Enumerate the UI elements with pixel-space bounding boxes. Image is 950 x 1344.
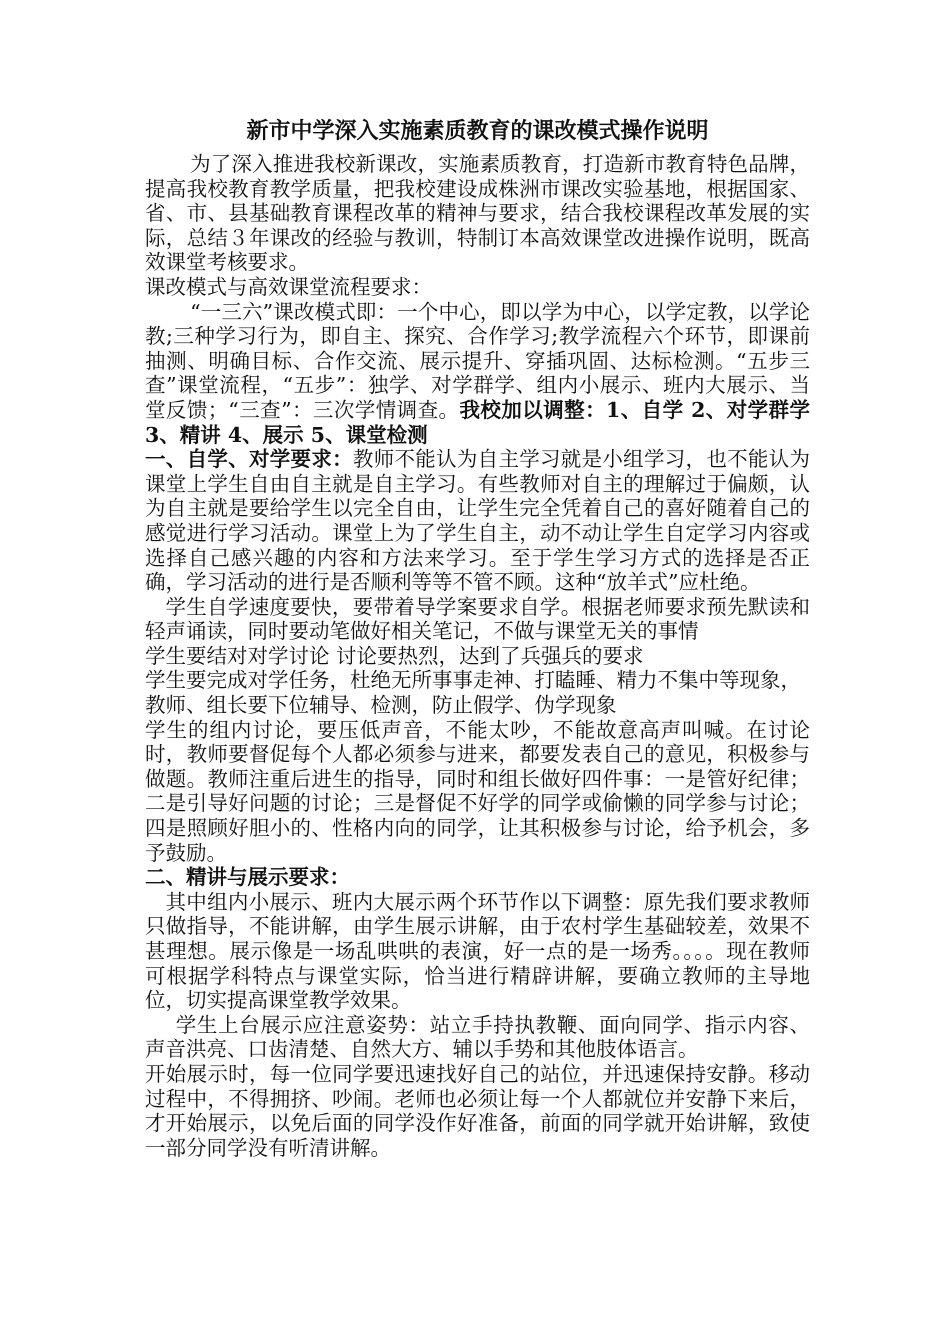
s1-paragraph-5: 教师、组长要下位辅导、检测，防止假学、伪学现象 (145, 693, 617, 718)
section1-text: 教师不能认为自主学习就是小组学习，也不能认为课堂上学生自由自主就是自主学习。有些教师对自主的理解过于偏颇，认为自主就是要给学生以完全自由，让学生完全凭着自己的喜好随着自己的感觉进行学习活动。课堂上为了学生自主，动不动让学生自定学习内容或选择自己感兴趣的内容和方法来学习。至于学生学习方式的选择是否正确，学习活动的进行是否顺利等等不管不顾。这种“放羊式”应杜绝。 (145, 447, 811, 595)
section1-heading: 一、自学、对学要求： (145, 447, 353, 472)
flow-heading: 课改模式与高效课堂流程要求： (145, 274, 432, 299)
s1-paragraph-3: 学生要结对对学讨论 讨论要热烈，达到了兵强兵的要求 (145, 643, 644, 668)
section1-paragraph (145, 447, 810, 595)
model-adjust: 我校加以调整：1、自学 2、对学群学 3、精讲 4、展示 5、课堂检测 (145, 397, 810, 447)
intro-paragraph: 为了深入推进我校新课改，实施素质教育，打造新市教育特色品牌，提高我校教育教学质量，把我校建设成株洲市课改实验基地，根据国家、省、市、县基础教育课程改革的精神与要求，结合我校课程改革发展的实际，总结３年课改的经验与教训，特制订本高效课堂改进操作说明，既高效课堂考核要求。 (145, 152, 810, 275)
s1-paragraph-4: 学生要完成对学任务，杜绝无所事事走神、打瞌睡、精力不集中等现象， (145, 668, 801, 693)
section2-heading: 二、精讲与展示要求： (145, 865, 350, 890)
s2-paragraph-2: 学生上台展示应注意姿势：站立手持执教鞭、面向同学、指示内容、声音洪亮、口齿清楚、自然大方、辅以手势和其他肢体语言。 (145, 1012, 810, 1062)
model-text: “一三六”课改模式即：一个中心，即以学为中心，以学定教，以学论教;三种学习行为，即自主、探究、合作学习;教学流程六个环节，即课前抽测、明确目标、合作交流、展示提升、穿插巩固、达标检测。“五步三查”课堂流程，“五步”：独学、对学群学、组内小展示、班内大展示、当堂反馈；“三查”：三次学情调查。 (145, 299, 810, 422)
s1-paragraph-6: 学生的组内讨论，要压低声音，不能太吵，不能故意高声叫喊。在讨论时，教师要督促每个人都必须参与进来，都要发表自己的意见，积极参与做题。教师注重后进生的指导，同时和组长做好四件事：一是管好纪律；二是引导好问题的讨论；三是督促不好学的同学或偷懒的同学参与讨论；四是照顾好胆小的、性格内向的同学，让其积极参与讨论，给予机会，多予鼓励。 (145, 717, 810, 865)
s2-paragraph-3: 开始展示时，每一位同学要迅速找好自己的站位，并迅速保持安静。移动过程中，不得拥挤、吵闹。老师也必须让每一个人都就位并安静下来后，才开始展示，以免后面的同学没作好准备，前面的同学就开始讲解，致使一部分同学没有听清讲解。 (145, 1061, 810, 1160)
model-paragraph (145, 300, 810, 448)
s2-paragraph-1: 其中组内小展示、班内大展示两个环节作以下调整：原先我们要求教师只做指导，不能讲解，由学生展示讲解，由于农村学生基础较差，效果不甚理想。展示像是一场乱哄哄的表演，好一点的是一场秀。。。。现在教师可根据学科特点与课堂实际，恰当进行精辟讲解，要确立教师的主导地位，切实提高课堂教学效果。 (145, 889, 810, 1013)
document-title: 新市中学深入实施素质教育的课改模式操作说明 (246, 118, 709, 144)
s1-paragraph-2: 学生自学速度要快，要带着导学案要求自学。根据老师要求预先默读和轻声诵读，同时要动笔做好相关笔记，不做与课堂无关的事情 (145, 594, 810, 644)
document-page (145, 114, 810, 1160)
